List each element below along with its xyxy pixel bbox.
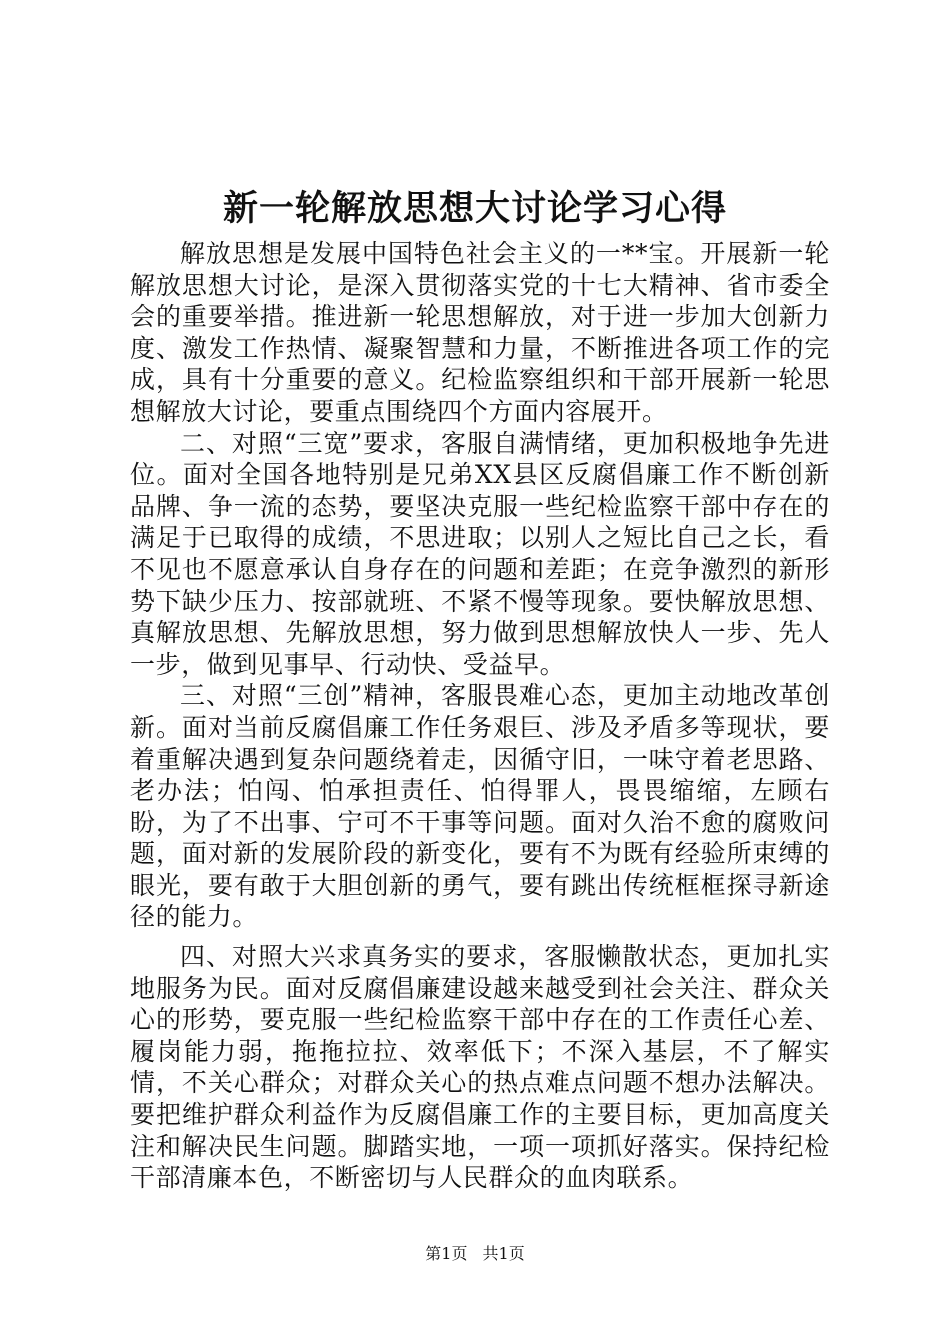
paragraph-two: 二、对照“三宽”要求，客服自满情绪，更加积极地争先进位。面对全国各地特别是兄弟XX县区反腐倡廉工作不断创新品牌、争一流的态势，要坚决克服一些纪检监察干部中存在的满足于已取得的成绩，不思进取；以别人之短比自己之长，看不见也不愿意承认自身存在的问题和差距；在竞争激烈的新形势下缺少压力、按部就班、不紧不慢等现象。要快解放思想、真解放思想、先解放思想，努力做到思想解放快人一步、先人一步，做到见事早、行动快、受益早。 — [130, 428, 830, 679]
page-total: 共1页 — [482, 1244, 525, 1263]
paragraph-four: 四、对照大兴求真务实的要求，客服懒散状态，更加扎实地服务为民。面对反腐倡廉建设越来越受到社会关注、群众关心的形势，要克服一些纪检监察干部中存在的工作责任心差、履岗能力弱，拖拖拉拉、效率低下；不深入基层，不了解实情，不关心群众；对群众关心的热点难点问题不想办法解决。要把维护群众利益作为反腐倡廉工作的主要目标，更加高度关注和解决民生问题。脚踏实地，一项一项抓好落实。保持纪检干部清廉本色，不断密切与人民群众的血肉联系。 — [130, 942, 830, 1193]
page-number: 第1页 — [425, 1244, 468, 1263]
page-footer — [0, 1243, 950, 1265]
document-body — [130, 238, 830, 1194]
paragraph-intro: 解放思想是发展中国特色社会主义的一**宝。开展新一轮解放思想大讨论，是深入贯彻落实党的十七大精神、省市委全会的重要举措。推进新一轮思想解放，对于进一步加大创新力度、激发工作热情、凝聚智慧和力量，不断推进各项工作的完成，具有十分重要的意义。纪检监察组织和干部开展新一轮思想解放大讨论，要重点围绕四个方面内容展开。 — [130, 239, 830, 426]
paragraph-three: 三、对照“三创”精神，客服畏难心态，更加主动地改革创新。面对当前反腐倡廉工作任务艰巨、涉及矛盾多等现状，要着重解决遇到复杂问题绕着走，因循守旧，一味守着老思路、老办法；怕闯、怕承担责任、怕得罪人，畏畏缩缩，左顾右盼，为了不出事、宁可不干事等问题。面对久治不愈的腐败问题，面对新的发展阶段的新变化，要有不为既有经验所束缚的眼光，要有敢于大胆创新的勇气，要有跳出传统框框探寻新途径的能力。 — [130, 681, 830, 932]
document-title: 新一轮解放思想大讨论学习心得 — [222, 188, 727, 229]
